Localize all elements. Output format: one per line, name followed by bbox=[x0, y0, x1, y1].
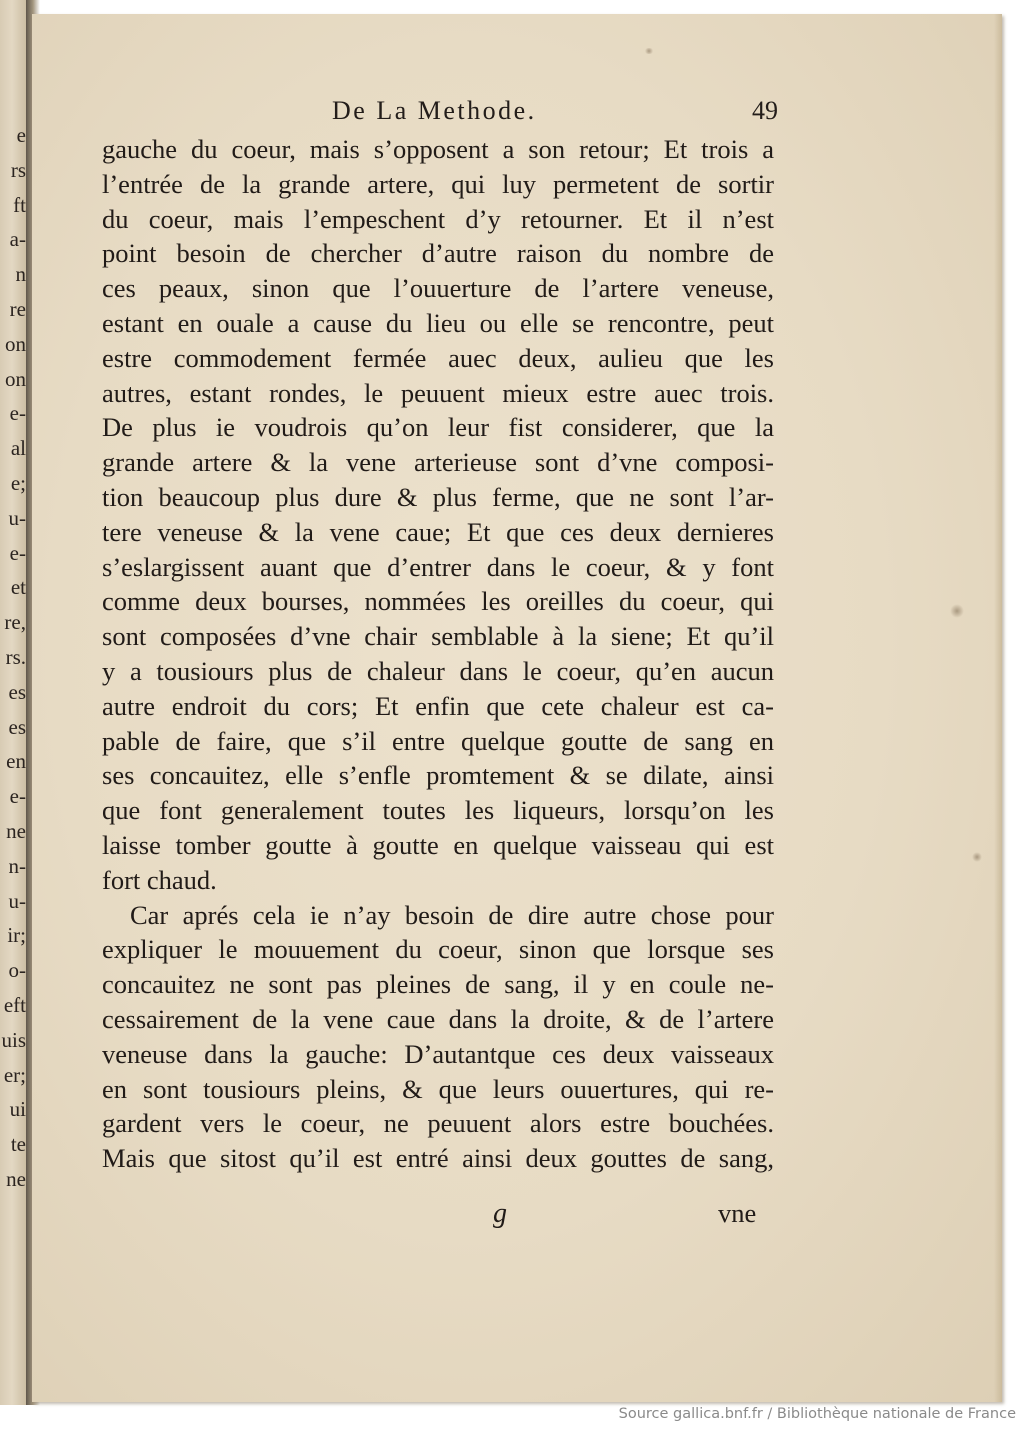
text-line: tion beaucoup plus dure & plus ferme, que ne sont l’ar- bbox=[102, 481, 774, 512]
paper-spot bbox=[950, 604, 964, 618]
previous-page-fragment: u- bbox=[8, 888, 26, 913]
previous-page-fragment: e bbox=[16, 123, 26, 147]
text-line: gardent vers le coeur, ne peuuent alors estre bouchées. bbox=[102, 1108, 774, 1139]
previous-page-fragment: et bbox=[10, 575, 26, 600]
previous-page-fragment: es bbox=[8, 679, 26, 704]
previous-page-fragment: on bbox=[5, 366, 26, 391]
text-line: estant en ouale a cause du lieu ou elle se rencontre, peut bbox=[102, 307, 774, 338]
text-line: autres, estant rondes, le peuuent mieux estre auec trois. bbox=[102, 377, 774, 408]
previous-page-fragment: er; bbox=[3, 1062, 26, 1087]
previous-page-fragment: a- bbox=[9, 227, 26, 252]
text-line: sont composées d’vne chair semblable à la siene; Et qu’il bbox=[102, 621, 774, 652]
previous-page-fragment: re bbox=[9, 296, 26, 321]
text-line: point besoin de chercher d’autre raison du nombre de bbox=[102, 238, 774, 269]
text-line: comme deux bourses, nommées les oreilles du coeur, qui bbox=[102, 586, 774, 617]
signature-mark: g bbox=[493, 1198, 507, 1229]
text-line: grande artere & la vene arterieuse sont d’vne composi- bbox=[102, 447, 774, 478]
text-line: s’eslargissent auant que d’entrer dans le coeur, & y font bbox=[102, 551, 774, 582]
previous-page-fragment: n bbox=[15, 262, 26, 287]
previous-page-fragment: e- bbox=[9, 401, 26, 426]
previous-page-fragment: e- bbox=[9, 784, 26, 809]
catchword: vne bbox=[718, 1198, 757, 1228]
previous-page-fragments bbox=[0, 118, 26, 1197]
paragraph-start-line: Car aprés cela ie n’ay besoin de dire autre chose pour bbox=[130, 899, 774, 930]
text-line: en sont tousiours pleins, & que leurs ouuertures, qui re- bbox=[102, 1073, 774, 1104]
previous-page-fragment: rs bbox=[10, 157, 26, 182]
paper-spot bbox=[972, 852, 982, 862]
text-line: estre commodement fermée auec deux, aulieu que les bbox=[102, 342, 774, 373]
text-line: De plus ie voudrois qu’on leur fist considerer, que la bbox=[102, 412, 774, 443]
text-line: autre endroit du cors; Et enfin que cete chaleur est ca- bbox=[102, 690, 774, 721]
previous-page-fragment: al bbox=[10, 436, 26, 461]
page-number: 49 bbox=[752, 96, 778, 125]
page-edge bbox=[994, 14, 1002, 1402]
text-line: que font generalement toutes les liqueurs, lorsqu’on les bbox=[102, 795, 774, 826]
previous-page-fragment: u- bbox=[8, 505, 26, 530]
body-text bbox=[102, 132, 774, 1176]
text-line: Mais que sitost qu’il est entré ainsi deux gouttes de sang, bbox=[102, 1143, 774, 1174]
text-line: ces peaux, sinon que l’ouuerture de l’artere veneuse, bbox=[102, 273, 774, 304]
source-credit: Source gallica.bnf.fr / Bibliothèque nationale de France bbox=[618, 1406, 1016, 1422]
text-line: expliquer le mouuement du coeur, sinon que lorsque ses bbox=[102, 934, 774, 965]
previous-page-fragment: uis bbox=[1, 1027, 26, 1052]
text-line: laisse tomber goutte à goutte en quelque vaisseau qui est bbox=[102, 829, 774, 860]
previous-page-fragment: ne bbox=[6, 818, 26, 843]
paper-spot bbox=[644, 48, 654, 54]
previous-page-fragment: e; bbox=[10, 470, 26, 495]
text-line: ses concauitez, elle s’enfle promtement & se dilate, ainsi bbox=[102, 760, 774, 791]
text-line: y a tousiours plus de chaleur dans le coeur, qu’en aucun bbox=[102, 655, 774, 686]
book-page bbox=[32, 14, 1002, 1402]
previous-page-fragment: o- bbox=[8, 958, 26, 983]
text-line: tere veneuse & la vene caue; Et que ces deux dernieres bbox=[102, 516, 774, 547]
text-line: concauitez ne sont pas pleines de sang, il y en coule ne- bbox=[102, 969, 774, 1000]
previous-page-fragment: te bbox=[10, 1132, 26, 1157]
previous-page-fragment: ft bbox=[13, 192, 26, 217]
previous-page-fragment: on bbox=[5, 331, 26, 356]
text-line: veneuse dans la gauche: D’autantque ces deux vaisseaux bbox=[102, 1038, 774, 1069]
previous-page-fragment: ne bbox=[6, 1166, 26, 1191]
previous-page-fragment: n- bbox=[8, 853, 26, 878]
previous-page-fragment: es bbox=[8, 714, 26, 739]
paragraph-end-line: fort chaud. bbox=[102, 864, 217, 895]
text-line: pable de faire, que s’il entre quelque goutte de sang en bbox=[102, 725, 774, 756]
previous-page-fragment: eft bbox=[3, 992, 26, 1017]
text-line: gauche du coeur, mais s’opposent a son retour; Et trois a bbox=[102, 134, 774, 164]
text-line: l’entrée de la grande artere, qui luy permetent de sortir bbox=[102, 168, 774, 199]
previous-page-fragment: rs. bbox=[5, 644, 26, 669]
previous-page-fragment: en bbox=[6, 749, 26, 774]
text-line: du coeur, mais l’empeschent d’y retourner. Et il n’est bbox=[102, 203, 774, 234]
previous-page-fragment: ui bbox=[9, 1097, 26, 1122]
previous-page-fragment: re, bbox=[4, 610, 26, 635]
text-line: cessairement de la vene caue dans la droite, & de l’artere bbox=[102, 1003, 774, 1034]
previous-page-fragment: ir; bbox=[7, 923, 26, 948]
running-head: De La Methode. bbox=[332, 96, 537, 125]
previous-page-fragment: e- bbox=[9, 540, 26, 565]
